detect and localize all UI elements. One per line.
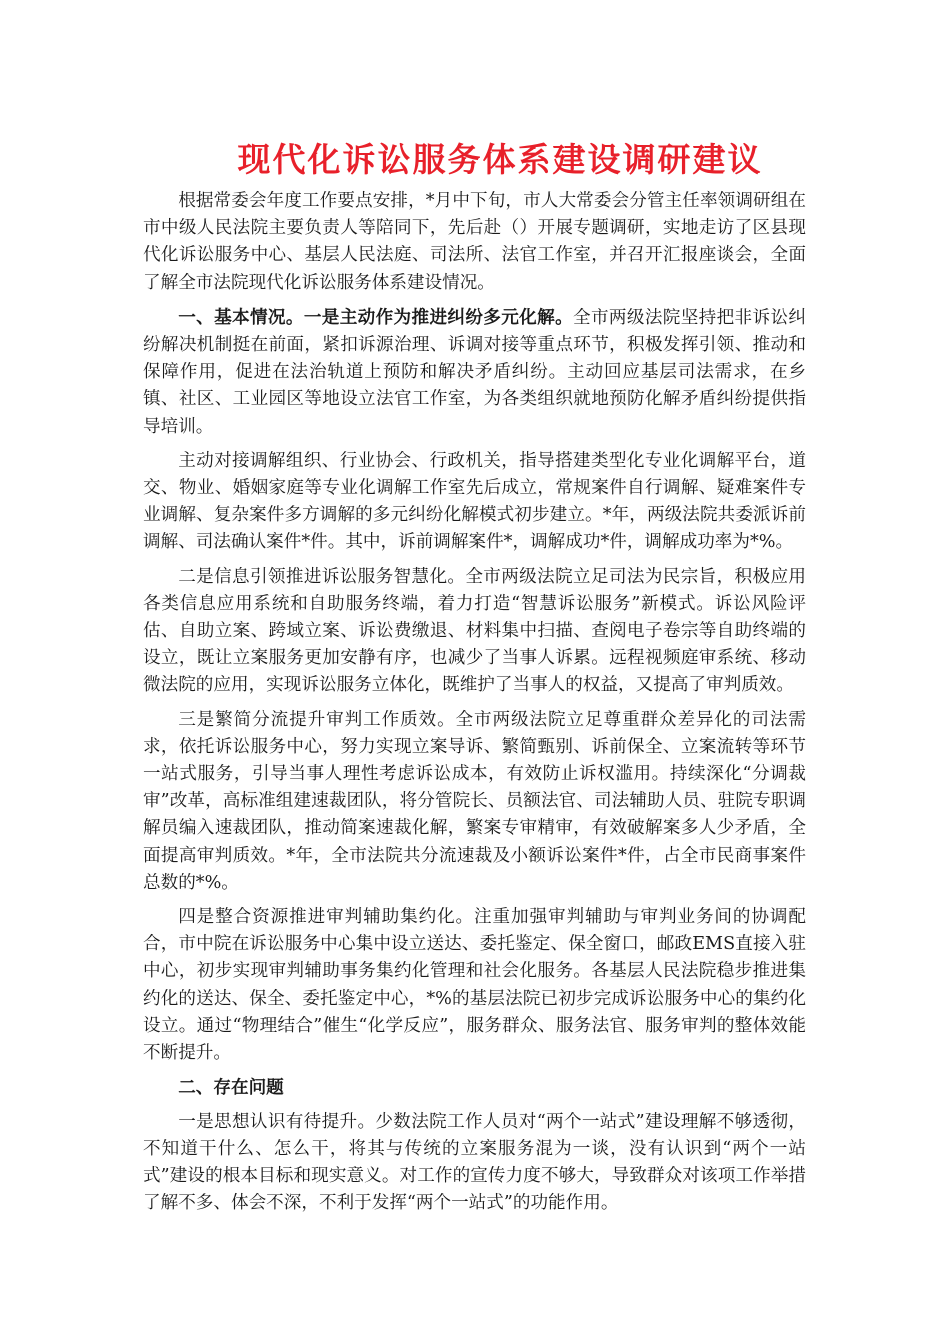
section1-lead-text: 全市两级法院坚持把非诉讼纠纷解决机制挺在前面，紧扣诉源治理、诉调对接等重点环节，积极发挥引领、推动和保障作用，促进在法治轨道上预防和解决矛盾纠纷。主动回应基层司法需求，在乡镇、社区、工业园区等地设立法官工作室，为各类组织就地预防化解矛盾纠纷提供指导培训。 (143, 307, 806, 437)
section1-heading: 一、基本情况。一是主动作为推进纠纷多元化解。 (178, 306, 574, 328)
section2-paragraph-1: 一是思想认识有待提升。少数法院工作人员对“两个一站式”建设理解不够透彻，不知道干什么、怎么干，将其与传统的立案服务混为一谈，没有认识到“两个一站式”建设的根本目标和现实意义。对工作的宣传力度不够大，导致群众对该项工作举措了解不多、体会不深，不利于发挥“两个一站式”的功能作用。 (143, 1111, 806, 1214)
section1-paragraph-3: 二是信息引领推进诉讼服务智慧化。全市两级法院立足司法为民宗旨，积极应用各类信息应用系统和自助服务终端，着力打造“智慧诉讼服务”新模式。诉讼风险评估、自助立案、跨域立案、诉讼费缴退、材料集中扫描、查阅电子卷宗等自助终端的设立，既让立案服务更加安静有序，也减少了当事人诉累。远程视频庭审系统、移动微法院的应用，实现诉讼服务立体化，既维护了当事人的权益，又提高了审判质效。 (143, 566, 806, 696)
section1-paragraph-4: 三是繁简分流提升审判工作质效。全市两级法院立足尊重群众差异化的司法需求，依托诉讼服务中心，努力实现立案导诉、繁简甄别、诉前保全、立案流转等环节一站式服务，引导当事人理性考虑诉讼成本，有效防止诉权滥用。持续深化“分调裁审”改革，高标准组建速裁团队，将分管院长、员额法官、司法辅助人员、驻院专职调解员编入速裁团队，推动简案速裁化解，繁案专审精审，有效破解案多人少矛盾，全面提高审判质效。*年，全市法院共分流速裁及小额诉讼案件*件，占全市民商事案件总数的*%。 (143, 709, 806, 893)
intro-paragraph: 根据常委会年度工作要点安排，*月中下旬，市人大常委会分管主任率领调研组在市中级人民法院主要负责人等陪同下，先后赴（）开展专题调研，实地走访了区县现代化诉讼服务中心、基层人民法庭、司法所、法官工作室，并召开汇报座谈会，全面了解全市法院现代化诉讼服务体系建设情况。 (143, 191, 806, 293)
document-title: 现代化诉讼服务体系建设调研建议 (237, 140, 763, 179)
section2-heading: 二、存在问题 (178, 1077, 284, 1099)
section1-paragraph-5: 四是整合资源推进审判辅助集约化。注重加强审判辅助与审判业务间的协调配合，市中院在诉讼服务中心集中设立送达、委托鉴定、保全窗口，邮政EMS直接入驻中心，初步实现审判辅助事务集约化管理和社会化服务。各基层人民法院稳步推进集约化的送达、保全、委托鉴定中心，*%的基层法院已初步完成诉讼服务中心的集约化设立。通过“物理结合”催生“化学反应”，服务群众、服务法官、服务审判的整体效能不断提升。 (143, 907, 806, 1064)
section1-paragraph-1 (143, 304, 806, 441)
section1-paragraph-2: 主动对接调解组织、行业协会、行政机关，指导搭建类型化专业化调解平台，道交、物业、婚姻家庭等专业化调解工作室先后成立，常规案件自行调解、疑难案件专业调解、复杂案件多方调解的多元纠纷化解模式初步建立。*年，两级法院共委派诉前调解、司法确认案件*件。其中，诉前调解案件*，调解成功*件，调解成功率为*%。 (143, 450, 806, 553)
document-body (143, 188, 806, 1224)
